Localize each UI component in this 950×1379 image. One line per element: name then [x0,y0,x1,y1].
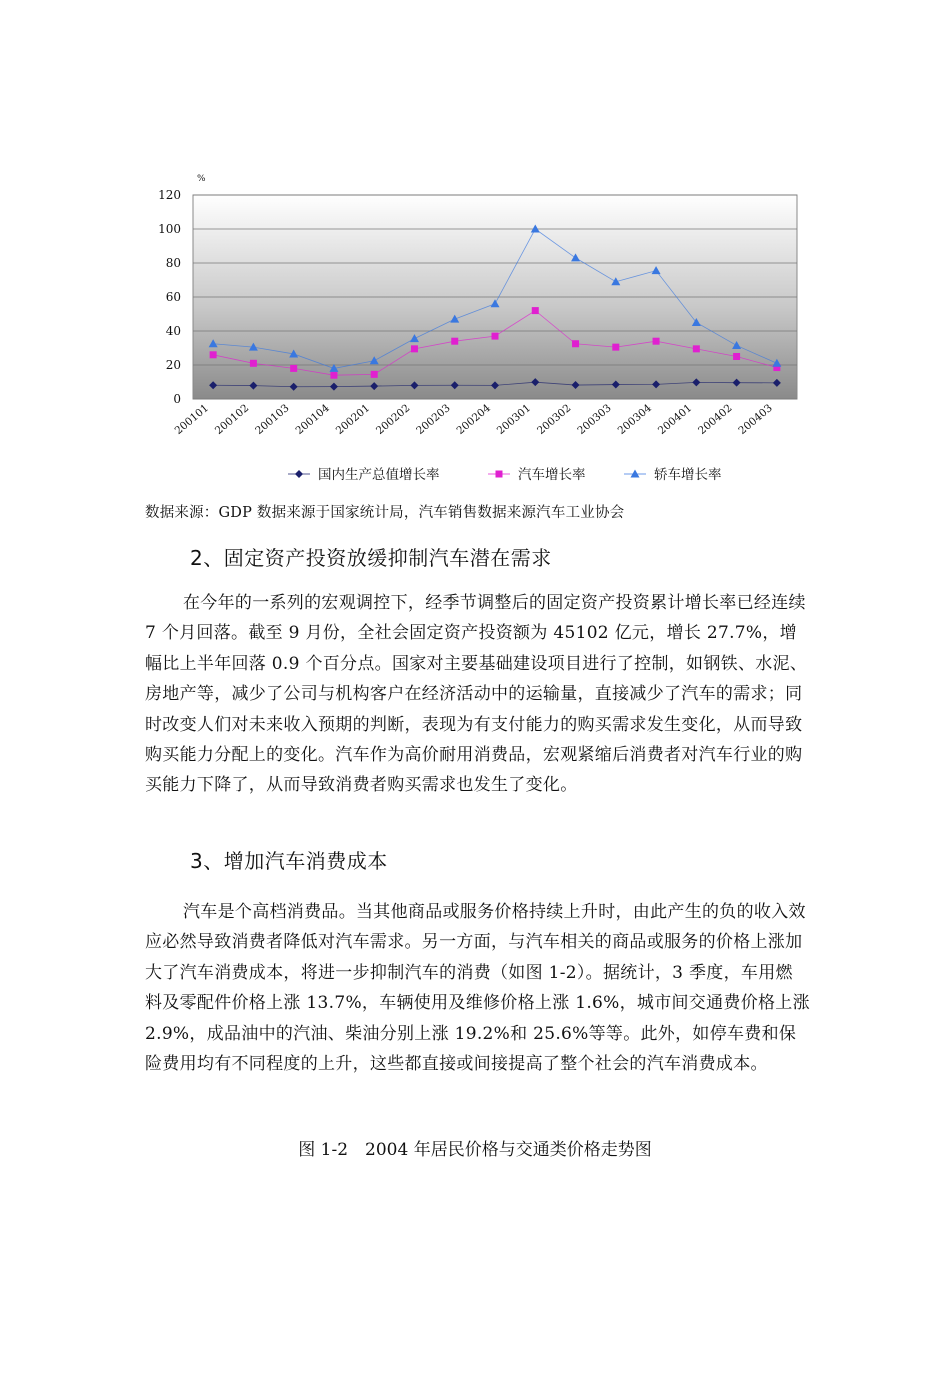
y-tick-label: 0 [173,392,181,406]
data-point-series-2 [451,338,458,345]
x-tick-label: 200204 [454,402,493,438]
data-point-series-2 [612,344,619,351]
x-tick-label: 200101 [172,402,212,438]
data-point-series-2 [693,345,700,352]
data-point-series-2 [371,371,378,378]
data-point-series-2 [572,340,579,347]
section-3-paragraph: 汽车是个高档消费品。当其他商品或服务价格持续上升时，由此产生的负的收入效应必然导致消费者降低对汽车需求。另一方面，与汽车相关的商品或服务的价格上涨加大了汽车消费成本，将进一步抑制汽车的消费（如图 1-2）。据统计，3 季度，车用燃料及零配件价格上涨 13.7%，车辆使用及维修价格上涨 1.6%，城市间交通费价格上涨 2.9%，成品油中的汽油、柴油分别上涨 19.2%和 25.6%等等。此外，如停车费和保险费用均有不同程度的上升，这些都直接或间接提高了整个社会的汽车消费成本。 [145,902,810,1075]
growth-rate-chart [140,168,820,493]
x-tick-label: 200203 [414,402,453,438]
data-point-series-2 [290,365,297,372]
x-tick-label: 200304 [615,402,654,438]
figure-caption: 图 1-2 2004 年居民价格与交通类价格走势图 [298,1140,652,1160]
x-tick-label: 200302 [535,402,574,438]
legend-marker [295,470,303,478]
legend-marker [496,471,503,478]
x-tick-label: 200401 [655,402,695,438]
x-tick-label: 200102 [212,402,252,438]
y-tick-label: 80 [165,256,181,270]
y-axis-label: % [197,174,206,184]
y-tick-label: 60 [165,290,181,304]
section-2-heading: 2、固定资产投资放缓抑制汽车潜在需求 [190,546,552,570]
x-tick-label: 200103 [253,402,292,438]
x-tick-label: 200202 [373,402,413,438]
y-tick-label: 120 [158,188,181,202]
data-point-series-2 [210,351,217,358]
x-tick-label: 200201 [333,402,373,438]
data-source-note: 数据来源：GDP 数据来源于国家统计局，汽车销售数据来源汽车工业协会 [145,505,625,521]
x-tick-label: 200402 [696,402,735,438]
legend-label: 轿车增长率 [654,467,722,483]
section-2-paragraph: 在今年的一系列的宏观调控下，经季节调整后的固定资产投资累计增长率已经连续 7 个月回落。截至 9 月份，全社会固定资产投资额为 45102 亿元，增长 27.7%，增幅比上半年回落 0.9 个百分点。国家对主要基础建设项目进行了控制，如钢铁、水泥、房地产等，减少了公司与机构客户在经济活动中的运输量，直接减少了汽车的需求；同时改变人们对未来收入预期的判断，表现为有支付能力的购买需求发生变化，从而导致购买能力分配上的变化。汽车作为高价耐用消费品，宏观紧缩后消费者对汽车行业的购买能力下降了，从而导致消费者购买需求也发生了变化。 [145,593,808,796]
chart-svg [140,168,820,493]
data-point-series-2 [492,333,499,340]
legend-label: 汽车增长率 [518,467,586,483]
x-tick-label: 200301 [494,402,534,438]
x-tick-label: 200303 [575,402,614,438]
y-tick-label: 40 [165,324,181,338]
data-point-series-2 [653,338,660,345]
data-point-series-2 [250,360,257,367]
data-point-series-2 [733,353,740,360]
data-point-series-2 [532,307,539,314]
y-tick-label: 100 [158,222,181,236]
x-tick-label: 200104 [293,402,332,438]
data-point-series-2 [330,372,337,379]
x-tick-label: 200403 [736,402,775,438]
legend-marker [631,470,640,478]
section-3-heading: 3、增加汽车消费成本 [190,849,388,873]
legend-label: 国内生产总值增长率 [318,467,440,483]
y-tick-label: 20 [165,358,181,372]
data-point-series-2 [411,345,418,352]
